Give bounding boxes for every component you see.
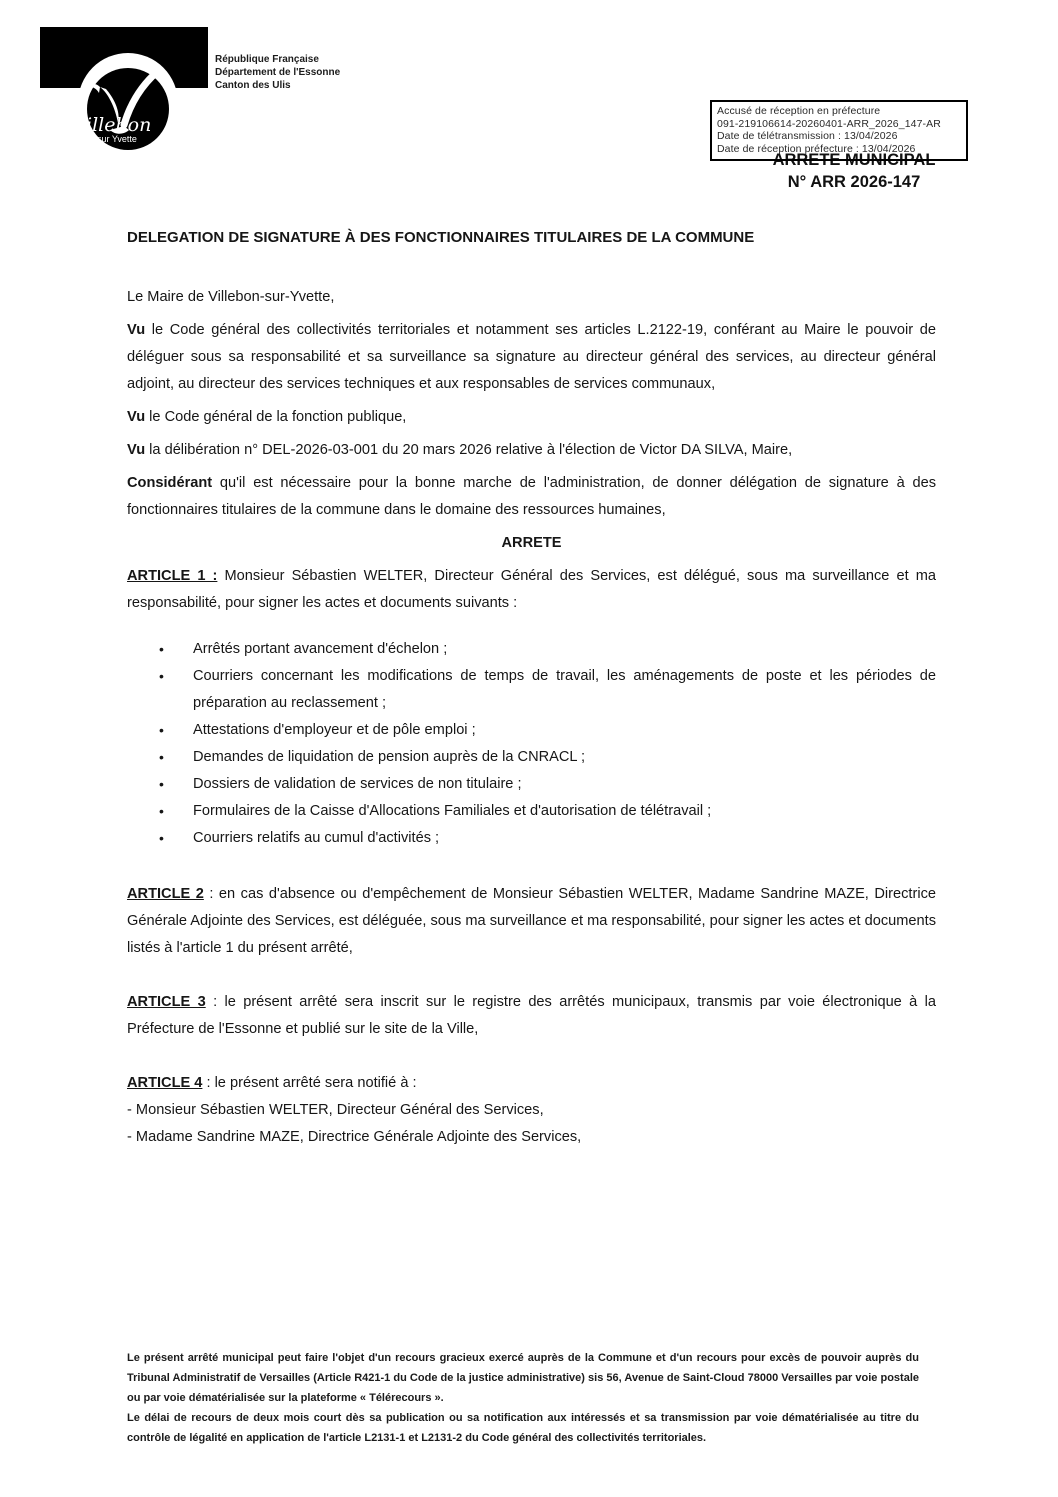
vu2-label: Vu (127, 409, 146, 425)
list-item: • Arrêtés portant avancement d'échelon ; (127, 636, 936, 663)
article-1-paragraph (127, 563, 936, 617)
spacer (127, 968, 936, 989)
list-item: • Dossiers de validation de services de non titulaire ; (127, 771, 936, 798)
footnote-paragraph-1: Le présent arrêté municipal peut faire l'objet d'un recours gracieux exercé auprès de la Commune et d'un recours pour excès de pouvoir auprès du Tribunal Administratif de Versailles (Article R421-1 du Code de la justice administrative) sis 56, Avenue de Saint-Cloud 78000 Versailles par voie postale ou par voie dématérialisée sur la plateforme « Télérecours ». (127, 1352, 919, 1404)
article-2-label: ARTICLE 2 (127, 886, 204, 902)
article-4-text: : le présent arrêté sera notifié à : (202, 1075, 417, 1091)
list-item: • Courriers relatifs au cumul d'activités ; (127, 825, 936, 852)
issuer-line-republique: République Française (215, 54, 319, 65)
logo-sub-text: sur Yvette (97, 134, 137, 144)
arrete-heading: ARRETE (501, 535, 562, 551)
villebon-logo (40, 27, 220, 182)
stamp-line-4: Date de réception préfecture : 13/04/2026 (717, 142, 916, 155)
document-type: ARRETE MUNICIPAL (772, 151, 936, 169)
vu-paragraph-1 (127, 317, 936, 398)
article-4-paragraph (127, 1070, 936, 1097)
vu3-label: Vu (127, 442, 146, 458)
article-2-text: : en cas d'absence ou d'empêchement de Monsieur Sébastien WELTER, Madame Sandrine MAZE, Directrice Générale Adjointe des Services, est déléguée, sous ma surveillance et ma responsabilité, pour signer les actes et documents listés à l'article 1 du présent arrêté, (127, 886, 936, 956)
issuer-line-departement: Département de l'Essonne (215, 67, 341, 78)
article-1-label: ARTICLE 1 : (127, 568, 218, 584)
document-number: N° ARR 2026-147 (787, 173, 921, 191)
logo-name-text: illebon (86, 114, 152, 136)
considerant-paragraph (127, 470, 936, 524)
article-3-label: ARTICLE 3 (127, 994, 206, 1010)
vu-paragraph-2 (127, 404, 936, 431)
vu-paragraph-3 (127, 437, 936, 464)
article-4-label: ARTICLE 4 (127, 1075, 203, 1091)
article-2-paragraph (127, 881, 936, 962)
list-item: • Courriers concernant les modifications de temps de travail, les aménagements de poste et les périodes de préparation au reclassement ; (127, 663, 936, 717)
document-body (127, 224, 936, 1151)
list-item: • Demandes de liquidation de pension auprès de la CNRACL ; (127, 744, 936, 771)
list-item: • Attestations d'employeur et de pôle emploi ; (127, 717, 936, 744)
recipient-line: - Monsieur Sébastien WELTER, Directeur Général des Services, (127, 1102, 544, 1118)
vu1-label: Vu (127, 322, 146, 338)
stamp-line-3: Date de télétransmission : 13/04/2026 (717, 130, 898, 143)
considerant-text: qu'il est nécessaire pour la bonne marche de l'administration, de donner délégation de signature à des fonctionnaires titulaires de la commune dans le domaine des ressources humaines, (127, 475, 936, 518)
vu1-text: le Code général des collectivités territoriales et notamment ses articles L.2122-19, conférant au Maire le pouvoir de déléguer sous sa responsabilité et sa surveillance sa signature au directeur général des services, au directeur général adjoint, au directeur des services techniques et aux responsables de services communaux, (127, 322, 936, 392)
spacer (127, 860, 936, 881)
article-1-list (127, 636, 936, 852)
article-3-text: : le présent arrêté sera inscrit sur le registre des arrêtés municipaux, transmis par voie électronique à la Préfecture de l'Essonne et publié sur le site de la Ville, (127, 994, 936, 1037)
article-3-paragraph (127, 989, 936, 1043)
recipient-line: - Madame Sandrine MAZE, Directrice Générale Adjointe des Services, (127, 1129, 582, 1145)
spacer (127, 1049, 936, 1070)
footnote-paragraph-2: Le délai de recours de deux mois court dès sa publication ou sa notification aux intéressés et sa transmission par voie dématérialisée au titre du contrôle de légalité en application de l'article L2131-1 et L2131-2 du Code général des collectivités territoriales. (127, 1412, 919, 1444)
prefecture-stamp (710, 100, 968, 161)
legal-footnote (127, 1348, 919, 1448)
vu2-text: le Code général de la fonction publique, (145, 409, 407, 425)
document-title: DELEGATION DE SIGNATURE À DES FONCTIONNAIRES TITULAIRES DE LA COMMUNE (127, 229, 755, 246)
list-item: • Formulaires de la Caisse d'Allocations Familiales et d'autorisation de télétravail ; (127, 798, 936, 825)
issuer-block (215, 53, 340, 92)
salutation: Le Maire de Villebon-sur-Yvette, (127, 289, 335, 305)
article-1-text: Monsieur Sébastien WELTER, Directeur Général des Services, est délégué, sous ma surveillance et ma responsabilité, pour signer les actes et documents suivants : (127, 568, 936, 611)
considerant-label: Considérant (127, 475, 213, 491)
issuer-line-canton: Canton des Ulis (215, 80, 291, 91)
stamp-line-2: 091-219106614-20260401-ARR_2026_147-AR (717, 117, 941, 130)
stamp-line-1: Accusé de réception en préfecture (717, 105, 881, 117)
villebon-logo-graphic (40, 27, 220, 182)
vu3-text: la délibération n° DEL-2026-03-001 du 20 mars 2026 relative à l'élection de Victor DA SILVA, Maire, (145, 442, 793, 458)
